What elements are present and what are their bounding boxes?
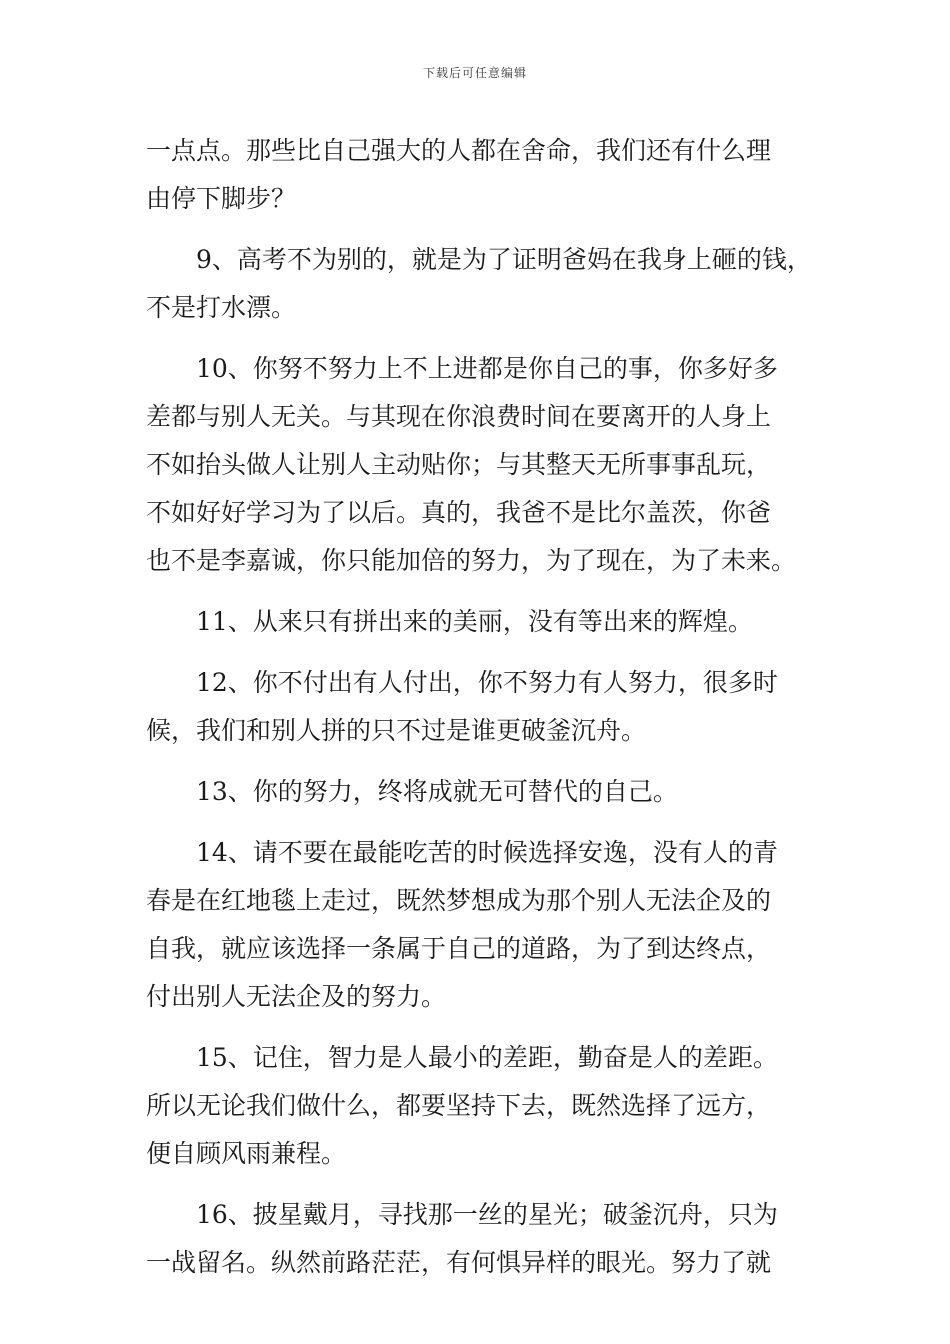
text-line: 便自顾风雨兼程。 [146, 1139, 347, 1168]
paragraph-14 [146, 829, 812, 1021]
paragraph-12 [146, 659, 812, 755]
paragraph-11 [146, 598, 812, 646]
text-line: 14、请不要在最能吃苦的时候选择安逸，没有人的青 [196, 838, 778, 867]
paragraph-16 [146, 1191, 812, 1287]
paragraph-10 [146, 345, 812, 585]
text-line: 13、你的努力，终将成就无可替代的自己。 [196, 777, 678, 806]
text-line: 11、从来只有拼出来的美丽，没有等出来的辉煌。 [196, 607, 753, 636]
paragraph-9 [146, 236, 812, 332]
text-line: 15、记住，智力是人最小的差距，勤奋是人的差距。 [196, 1043, 778, 1072]
text-line: 一点点。那些比自己强大的人都在舍命，我们还有什么理 [146, 136, 772, 165]
paragraph-15 [146, 1034, 812, 1178]
text-line: 不如抬头做人让别人主动贴你；与其整天无所事事乱玩， [146, 450, 772, 479]
text-line: 自我，就应该选择一条属于自己的道路，为了到达终点， [146, 934, 772, 963]
text-line: 候，我们和别人拼的只不过是谁更破釜沉舟。 [146, 716, 647, 745]
text-line: 也不是李嘉诚，你只能加倍的努力，为了现在，为了未来。 [146, 546, 797, 575]
text-line: 所以无论我们做什么，都要坚持下去，既然选择了远方， [146, 1091, 772, 1120]
text-line: 9、高考不为别的，就是为了证明爸妈在我身上砸的钱， [196, 245, 812, 274]
text-line: 10、你努不努力上不上进都是你自己的事，你多好多 [196, 354, 778, 383]
text-line: 12、你不付出有人付出，你不努力有人努力，很多时 [196, 668, 778, 697]
text-line: 差都与别人无关。与其现在你浪费时间在要离开的人身上 [146, 402, 772, 431]
text-line: 一战留名。纵然前路茫茫，有何惧异样的眼光。努力了就 [146, 1248, 772, 1277]
text-line: 不是打水漂。 [146, 293, 297, 322]
page-header: 下载后可任意编辑 [422, 66, 527, 80]
paragraph-13 [146, 768, 812, 816]
document-body [146, 127, 812, 1287]
text-line: 由停下脚步？ [146, 184, 297, 213]
text-line: 不如好好学习为了以后。真的，我爸不是比尔盖茨，你爸 [146, 498, 772, 527]
text-line: 16、披星戴月，寻找那一丝的星光；破釜沉舟，只为 [196, 1200, 778, 1229]
text-line: 付出别人无法企及的努力。 [146, 982, 447, 1011]
text-line: 春是在红地毯上走过，既然梦想成为那个别人无法企及的 [146, 886, 772, 915]
paragraph-continuation [146, 127, 812, 223]
